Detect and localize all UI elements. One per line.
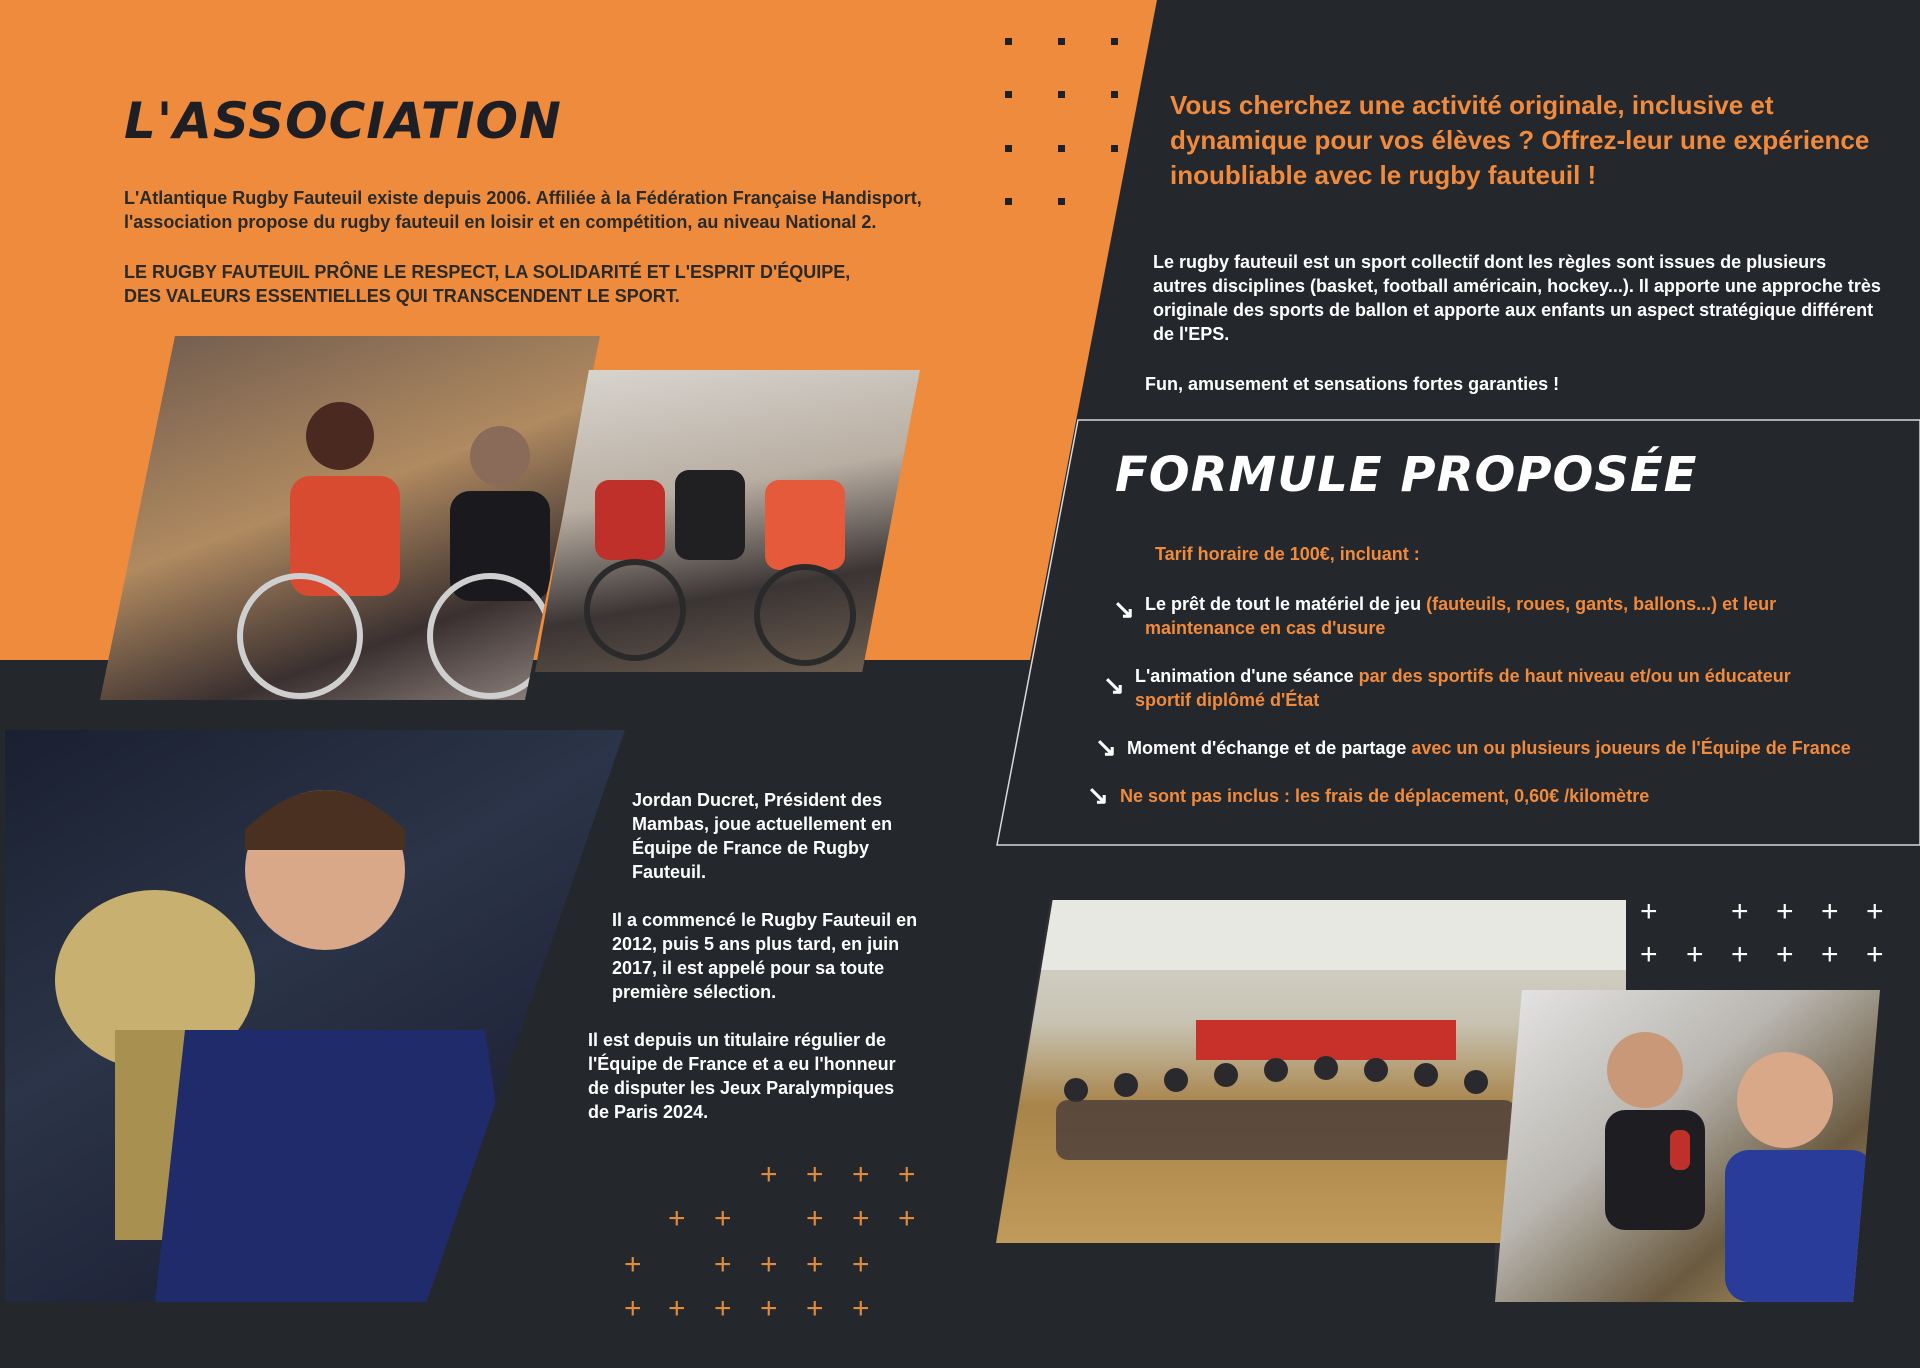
formule-item-1: Le prêt de tout le matériel de jeu (fauteuils, roues, gants, ballons...) et leur maintenance en cas d'usure: [1145, 594, 1777, 638]
president-paragraph-3: Il est depuis un titulaire régulier de l'Équipe de France et a eu l'honneur de disputer les Jeux Paralympiques de Paris 2024.: [588, 1030, 896, 1122]
plus-icon: +: [668, 1292, 686, 1325]
pitch-body: Le rugby fauteuil est un sport collectif dont les règles sont issues de plusieurs autres disciplines (basket, football américain, hockey...). Il apporte une approche très originale des sports de ballon et apporte aux enfants un aspect stratégique différent de l'EPS.: [1153, 252, 1881, 344]
plus-icon: +: [1731, 938, 1749, 971]
formule-item-4: Ne sont pas inclus : les frais de déplacement, 0,60€ /kilomètre: [1120, 786, 1650, 806]
president-paragraph-1: Jordan Ducret, Président des Mambas, joue actuellement en Équipe de France de Rugby Fauteuil.: [632, 790, 893, 882]
plus-icon: +: [714, 1202, 732, 1235]
arrow-down-right-icon: ↘: [1113, 594, 1135, 624]
plus-icon: +: [1731, 895, 1749, 928]
plus-icon: +: [852, 1158, 870, 1191]
formule-title: FORMULE PROPOSÉE: [1115, 447, 1698, 503]
plus-icon: +: [1640, 938, 1658, 971]
plus-icon: +: [1640, 895, 1658, 928]
plus-icon: +: [714, 1292, 732, 1325]
plus-icon: +: [1821, 895, 1839, 928]
association-values: LE RUGBY FAUTEUIL PRÔNE LE RESPECT, LA SOLIDARITÉ ET L'ESPRIT D'ÉQUIPE, DES VALEURS ESSENTIELLES QUI TRANSCENDENT LE SPORT.: [124, 262, 851, 306]
plus-icon: +: [1821, 938, 1839, 971]
president-paragraph-2: Il a commencé le Rugby Fauteuil en 2012, puis 5 ans plus tard, en juin 2017, il est appelé pour sa toute première sélection.: [612, 910, 918, 1002]
arrow-down-right-icon: ↘: [1095, 732, 1117, 762]
plus-icon: +: [806, 1202, 824, 1235]
formule-tarif: Tarif horaire de 100€, incluant :: [1155, 544, 1420, 564]
plus-icon: +: [806, 1292, 824, 1325]
plus-icon: +: [1866, 895, 1884, 928]
plus-icon: +: [806, 1248, 824, 1281]
plus-icon: +: [714, 1248, 732, 1281]
plus-icon: +: [898, 1158, 916, 1191]
arrow-down-right-icon: ↘: [1103, 670, 1125, 700]
radio-interview-photo: [1495, 990, 1880, 1302]
plus-icon: +: [1776, 895, 1794, 928]
plus-icon: +: [898, 1202, 916, 1235]
plus-icon: +: [624, 1292, 642, 1325]
rugby-tackle-photo: [535, 370, 920, 672]
plus-icon: +: [1866, 938, 1884, 971]
pitch-tagline: Fun, amusement et sensations fortes garanties !: [1145, 374, 1560, 394]
plus-icon: +: [624, 1248, 642, 1281]
plus-icon: +: [760, 1248, 778, 1281]
plus-icon: +: [1686, 938, 1704, 971]
plus-icon: +: [852, 1292, 870, 1325]
association-intro: L'Atlantique Rugby Fauteuil existe depuis 2006. Affiliée à la Fédération Française Handisport, l'association propose du rugby fauteuil en loisir et en compétition, au niveau National 2.: [124, 188, 922, 232]
association-title: L'ASSOCIATION: [124, 92, 562, 150]
plus-icon: +: [760, 1158, 778, 1191]
plus-icon: +: [806, 1158, 824, 1191]
rugby-match-photo: [100, 336, 600, 700]
plus-icon: +: [852, 1248, 870, 1281]
arrow-down-right-icon: ↘: [1087, 780, 1109, 810]
pitch-headline: Vous cherchez une activité originale, inclusive et dynamique pour vos élèves ? Offrez-leur une expérience inoubliable avec le rugby fauteuil !: [1170, 90, 1870, 190]
formule-item-2: L'animation d'une séance par des sportifs de haut niveau et/ou un éducateur sportif diplômé d'État: [1135, 666, 1791, 710]
plus-icon: +: [852, 1202, 870, 1235]
formule-item-3: Moment d'échange et de partage avec un ou plusieurs joueurs de l'Équipe de France: [1127, 738, 1851, 758]
plus-icon: +: [668, 1202, 686, 1235]
plus-icon: +: [1776, 938, 1794, 971]
plus-icon: +: [760, 1292, 778, 1325]
